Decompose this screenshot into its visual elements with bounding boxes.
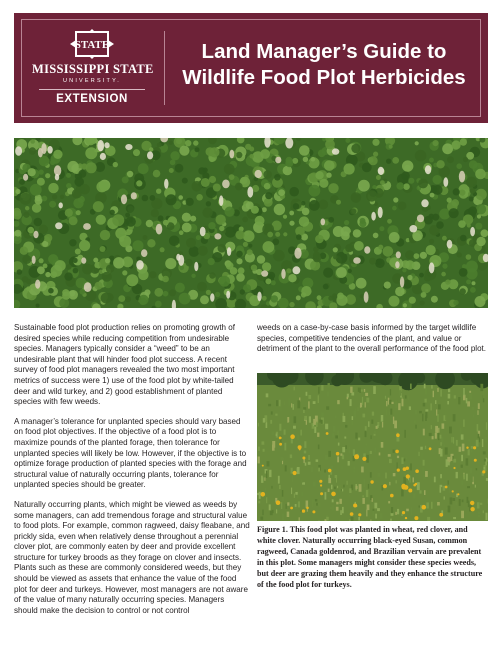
paragraph-natural-plants: Naturally occurring plants, which might be viewed as weeds by some managers, can add tremendous forage and structural value to food plots. For example, common ragweed, daisy fleabane, and prickly sida, even when relatively dense throughout a perennial clover plot, are commonly eaten by deer and provide excellent structure for turkey broods as they forage on clover and insects. Plants such as these are commonly considered weeds, but they should be viewed as assets that enhance the value of the food plot for deer and turkeys. However, most managers are not aware of the value of many naturally occurring species. Managers should make the decision to control or not control bbox=[14, 499, 250, 615]
logo-divider bbox=[39, 89, 145, 90]
banner-divider bbox=[164, 31, 165, 105]
university-name: MISSISSIPPI STATE bbox=[32, 62, 154, 76]
seal-text: STATE bbox=[74, 39, 110, 51]
page-title bbox=[174, 39, 474, 91]
paragraph-continued: weeds on a case-by-case basis informed by the target wildlife species, competitive tendencies of the plant, and value or detriment of the plant to the overall performance of the food plot. bbox=[257, 323, 487, 354]
msu-extension-logo[interactable] bbox=[32, 29, 152, 105]
msu-seal-icon bbox=[66, 29, 118, 59]
food-plot-photo bbox=[257, 373, 488, 521]
paragraph-intro: Sustainable food plot production relies on promoting growth of desired species while reducing competition from undesirable species. Managers typically consider a “weed” to be an undesirable plant that will hinder food plot success. A recent survey of food plot managers revealed the two most important metrics of success were 1) use of the food plot by white-tailed deer and wild turkey, and 2) good establishment of planted species with few weeds. bbox=[14, 323, 235, 407]
figure-caption: Figure 1. This food plot was planted in wheat, red clover, and white clover. Naturally occurring black-eyed Susan, common ragweed, Canada goldenrod, and Brazilian vervain are prevalent in this plot. Some managers might consider these species weeds, but deer are grazing them heavily and they enhance the structure of the food plot for turkeys. bbox=[257, 525, 483, 590]
body-column-right bbox=[257, 323, 488, 364]
clover-field-illustration bbox=[14, 138, 488, 308]
university-subtitle: UNIVERSITY. bbox=[62, 78, 122, 84]
page-title-line-1: Land Manager’s Guide to bbox=[201, 40, 447, 63]
body-column-left bbox=[14, 323, 250, 625]
page-title-line-2: Wildlife Food Plot Herbicides bbox=[182, 66, 466, 89]
clover-field-photo bbox=[14, 138, 488, 308]
header-banner bbox=[14, 13, 488, 123]
paragraph-tolerance: A manager’s tolerance for unplanted species should vary based on food plot objectives. If the objective of a food plot is to maximize pounds of the planted forage, then tolerance for unplanted species will likely be low. However, if the objective is to optimize forage production of planted species with the forage and structural value of naturally occurring plants, tolerance for unplanted species should be greater. bbox=[14, 416, 247, 490]
extension-label: EXTENSION bbox=[56, 93, 128, 105]
food-plot-illustration bbox=[257, 373, 488, 521]
